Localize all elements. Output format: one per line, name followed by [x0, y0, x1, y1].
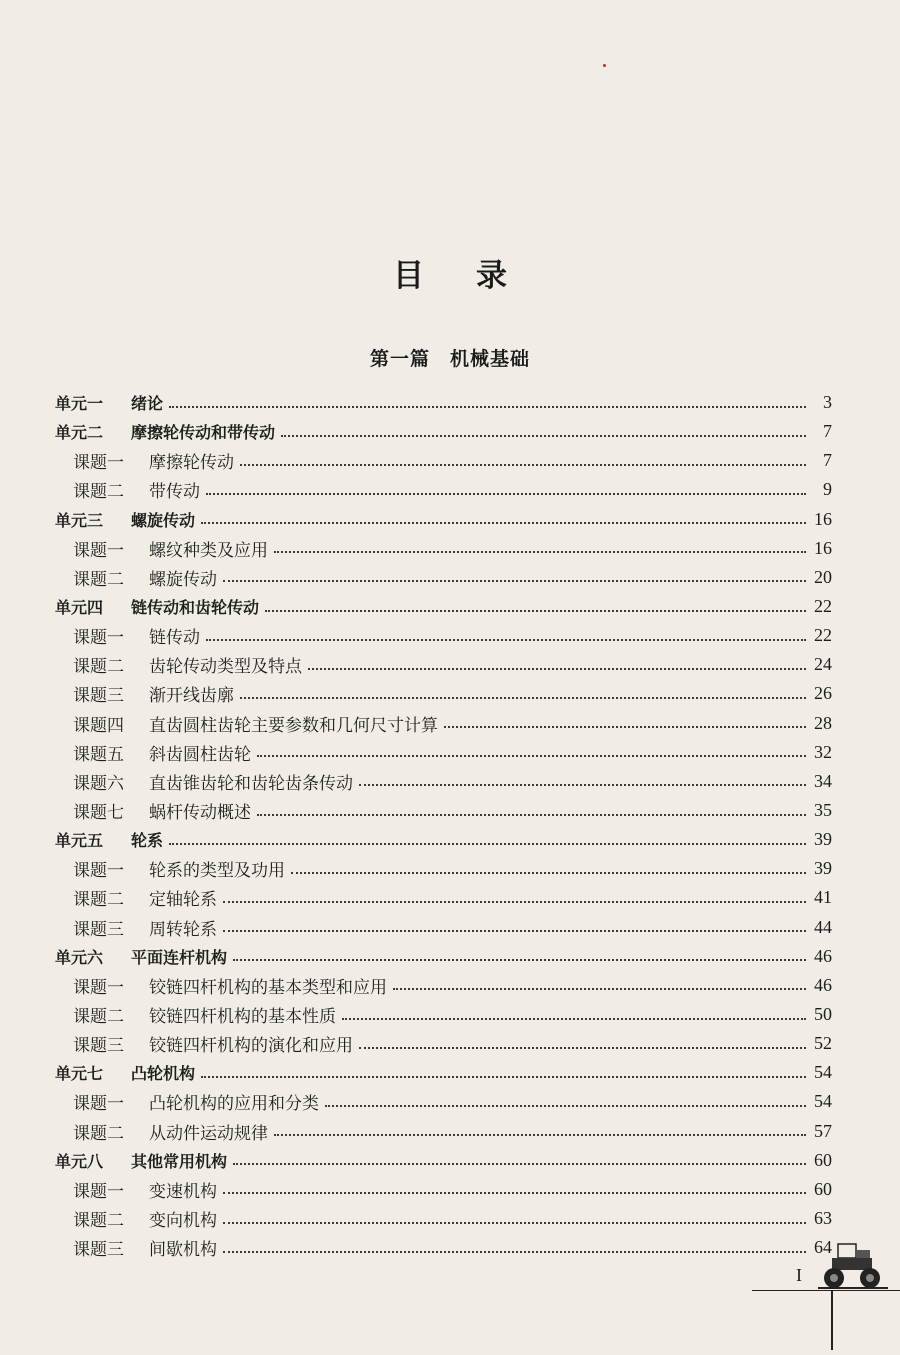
toc-entry-page: 16: [814, 508, 832, 529]
toc-entry-title: 斜齿圆柱齿轮: [149, 744, 251, 765]
toc-entry-page: 54: [814, 1091, 832, 1112]
toc-leader-dots: [233, 959, 806, 961]
toc-entry-page: 26: [814, 683, 832, 704]
toc-lesson-row: [55, 1204, 832, 1233]
toc-entry-title: 螺旋传动: [149, 569, 217, 590]
toc-entry-number: 单元八: [55, 1151, 104, 1171]
page-number: I: [796, 1265, 802, 1285]
toc-lesson-row: [55, 971, 832, 1000]
toc-leader-dots: [359, 1047, 806, 1049]
toc-entry-page: 32: [814, 741, 832, 762]
toc-leader-dots: [169, 843, 806, 845]
toc-leader-dots: [281, 435, 806, 437]
toc-entry-page: 57: [814, 1120, 832, 1141]
toc-entry-title: 凸轮机构的应用和分类: [149, 1094, 319, 1115]
toc-entry-title: 螺纹种类及应用: [149, 540, 268, 561]
toc-lesson-row: [55, 534, 832, 563]
toc-entry-number: 课题一: [73, 861, 124, 882]
toc-lesson-row: [55, 767, 832, 796]
toc-entry-number: 课题六: [73, 773, 124, 794]
toc-entry-page: 3: [823, 392, 832, 413]
toc-leader-dots: [342, 1018, 806, 1020]
toc-leader-dots: [274, 551, 806, 553]
toc-leader-dots: [223, 930, 806, 932]
page-title: 目录: [393, 258, 559, 294]
toc-unit-row: [55, 1058, 832, 1087]
toc-unit-row: [55, 825, 832, 854]
toc-lesson-row: [55, 679, 832, 708]
toc-entry-number: 课题一: [73, 540, 124, 561]
toc-entry-page: 22: [814, 596, 832, 617]
toc-entry-title: 凸轮机构: [131, 1064, 196, 1084]
toc-leader-dots: [223, 1222, 806, 1224]
ink-speck: [603, 64, 606, 67]
toc-entry-page: 46: [814, 974, 832, 995]
toc-lesson-row: [55, 1087, 832, 1116]
toc-entry-title: 齿轮传动类型及特点: [149, 657, 302, 678]
part-title: [0, 344, 900, 371]
part-title-name: 机械基础: [450, 348, 531, 370]
toc-leader-dots: [291, 872, 806, 874]
toc-entry-page: 52: [814, 1033, 832, 1054]
toc-entry-page: 7: [823, 421, 832, 442]
toc-entry-number: 课题一: [73, 977, 124, 998]
toc-lesson-row: [55, 913, 832, 942]
toc-entry-page: 16: [814, 537, 832, 558]
toc-lesson-row: [55, 1000, 832, 1029]
toc-entry-title: 直齿圆柱齿轮主要参数和几何尺寸计算: [149, 715, 438, 736]
toc-entry-page: 28: [814, 712, 832, 733]
toc-entry-title: 铰链四杆机构的基本类型和应用: [149, 977, 387, 998]
toc-leader-dots: [233, 1163, 806, 1165]
toc-leader-dots: [359, 784, 806, 786]
toc-entry-title: 渐开线齿廓: [149, 686, 234, 707]
toc-leader-dots: [206, 493, 806, 495]
toc-entry-page: 35: [814, 800, 832, 821]
toc-entry-title: 铰链四杆机构的基本性质: [149, 1007, 336, 1028]
toc-entry-title: 其他常用机构: [131, 1151, 228, 1171]
toc-entry-number: 课题三: [73, 1240, 124, 1261]
toc-entry-number: 课题一: [73, 453, 124, 474]
toc-lesson-row: [55, 709, 832, 738]
toc-lesson-row: [55, 650, 832, 679]
toc-entry-number: 课题四: [73, 715, 124, 736]
toc-leader-dots: [265, 610, 806, 612]
toc-entry-number: 单元二: [55, 423, 104, 443]
toc-entry-title: 变速机构: [149, 1181, 217, 1202]
toc-entry-number: 课题二: [73, 1211, 124, 1231]
toc-entry-number: 课题七: [73, 803, 124, 824]
toc-leader-dots: [325, 1105, 806, 1107]
toc-leader-dots: [223, 1251, 806, 1253]
toc-lesson-row: [55, 1175, 832, 1204]
toc-entry-title: 间歇机构: [149, 1240, 217, 1261]
toc-entry-title: 摩擦轮传动: [149, 453, 234, 474]
toc-entry-title: 带传动: [149, 482, 200, 503]
toc-leader-dots: [223, 580, 806, 582]
toc-entry-number: 课题二: [73, 1123, 124, 1144]
toc-entry-title: 定轴轮系: [149, 890, 217, 911]
toc-entry-number: 课题五: [73, 744, 124, 765]
toc-entry-number: 单元三: [55, 510, 104, 530]
toc-entry-title: 平面连杆机构: [131, 947, 228, 967]
toc-entry-page: 60: [814, 1149, 832, 1170]
toc-unit-row: [55, 592, 832, 621]
toc-unit-row: [55, 505, 832, 534]
toc-entry-page: 22: [814, 625, 832, 646]
toc-entry-number: 单元七: [55, 1064, 104, 1084]
toc-lesson-row: [55, 621, 832, 650]
toc-leader-dots: [201, 1076, 806, 1078]
toc-lesson-row: [55, 1029, 832, 1058]
toc-entry-title: 摩擦轮传动和带传动: [131, 423, 276, 443]
toc-entry-number: 课题一: [73, 1181, 124, 1202]
part-title-prefix: 第一篇: [369, 348, 430, 370]
toc-entry-number: 课题二: [73, 1007, 124, 1028]
toc-entry-number: 课题二: [73, 890, 124, 911]
toc-unit-row: [55, 1146, 832, 1175]
toc-entry-number: 课题一: [73, 1094, 124, 1115]
toc-leader-dots: [169, 406, 806, 408]
toc-entry-page: 7: [823, 450, 832, 471]
toc-entry-number: 单元一: [55, 394, 104, 414]
toc-entry-number: 课题二: [73, 657, 124, 678]
toc-entry-number: 课题一: [73, 628, 124, 649]
toc-entry-page: 44: [814, 916, 832, 937]
toc-entry-page: 20: [814, 566, 832, 587]
toc-entry-number: 课题三: [73, 686, 124, 707]
toc-entry-number: 单元六: [55, 947, 104, 967]
toc-entry-page: 63: [814, 1208, 832, 1228]
toc-entry-page: 46: [814, 945, 832, 966]
toc-entry-title: 轮系: [131, 831, 164, 851]
toc-entry-number: 单元四: [55, 598, 104, 618]
toc-lesson-row: [55, 563, 832, 592]
toc-entry-number: 课题三: [73, 1036, 124, 1057]
toc-entry-page: 50: [814, 1004, 832, 1025]
toc-entry-number: 单元五: [55, 831, 104, 851]
toc-leader-dots: [223, 901, 806, 903]
table-of-contents: [55, 388, 832, 1262]
toc-entry-title: 变向机构: [149, 1211, 217, 1231]
road-roller-icon: [818, 1240, 888, 1290]
toc-entry-page: 64: [814, 1237, 832, 1258]
toc-entry-title: 蜗杆传动概述: [149, 803, 251, 824]
footer-vertical-line: [831, 1290, 833, 1350]
toc-entry-page: 24: [814, 654, 832, 675]
toc-entry-title: 直齿锥齿轮和齿轮齿条传动: [149, 773, 353, 794]
toc-leader-dots: [201, 522, 806, 524]
toc-entry-page: 60: [814, 1178, 832, 1199]
toc-unit-row: [55, 388, 832, 417]
toc-entry-title: 轮系的类型及功用: [149, 861, 285, 882]
footer-rule: [752, 1290, 900, 1291]
toc-lesson-row: [55, 475, 832, 504]
toc-leader-dots: [240, 697, 806, 699]
toc-entry-number: 课题二: [73, 569, 124, 590]
toc-entry-page: 41: [814, 887, 832, 908]
toc-lesson-row: [55, 796, 832, 825]
toc-entry-page: 54: [814, 1062, 832, 1083]
toc-lesson-row: [55, 1233, 832, 1262]
toc-lesson-row: [55, 883, 832, 912]
toc-entry-title: 铰链四杆机构的演化和应用: [149, 1036, 353, 1057]
toc-leader-dots: [257, 755, 806, 757]
toc-leader-dots: [393, 988, 806, 990]
toc-leader-dots: [257, 814, 806, 816]
toc-leader-dots: [308, 668, 806, 670]
toc-entry-title: 周转轮系: [149, 919, 217, 940]
toc-lesson-row: [55, 446, 832, 475]
toc-entry-page: 9: [823, 479, 832, 500]
toc-entry-page: 39: [814, 829, 832, 850]
toc-leader-dots: [274, 1134, 806, 1136]
toc-entry-number: 课题二: [73, 482, 124, 503]
toc-leader-dots: [223, 1192, 806, 1194]
toc-entry-number: 课题三: [73, 919, 124, 940]
toc-lesson-row: [55, 738, 832, 767]
toc-leader-dots: [206, 639, 806, 641]
toc-leader-dots: [444, 726, 806, 728]
toc-unit-row: [55, 942, 832, 971]
toc-unit-row: [55, 417, 832, 446]
toc-entry-title: 绪论: [131, 394, 164, 414]
toc-entry-page: 39: [814, 858, 832, 879]
toc-lesson-row: [55, 1117, 832, 1146]
toc-entry-page: 34: [814, 770, 832, 791]
toc-leader-dots: [240, 464, 806, 466]
toc-entry-title: 从动件运动规律: [149, 1123, 268, 1144]
toc-lesson-row: [55, 854, 832, 883]
toc-entry-title: 螺旋传动: [131, 510, 196, 530]
toc-entry-title: 链传动和齿轮传动: [131, 598, 260, 618]
toc-entry-title: 链传动: [149, 628, 200, 649]
